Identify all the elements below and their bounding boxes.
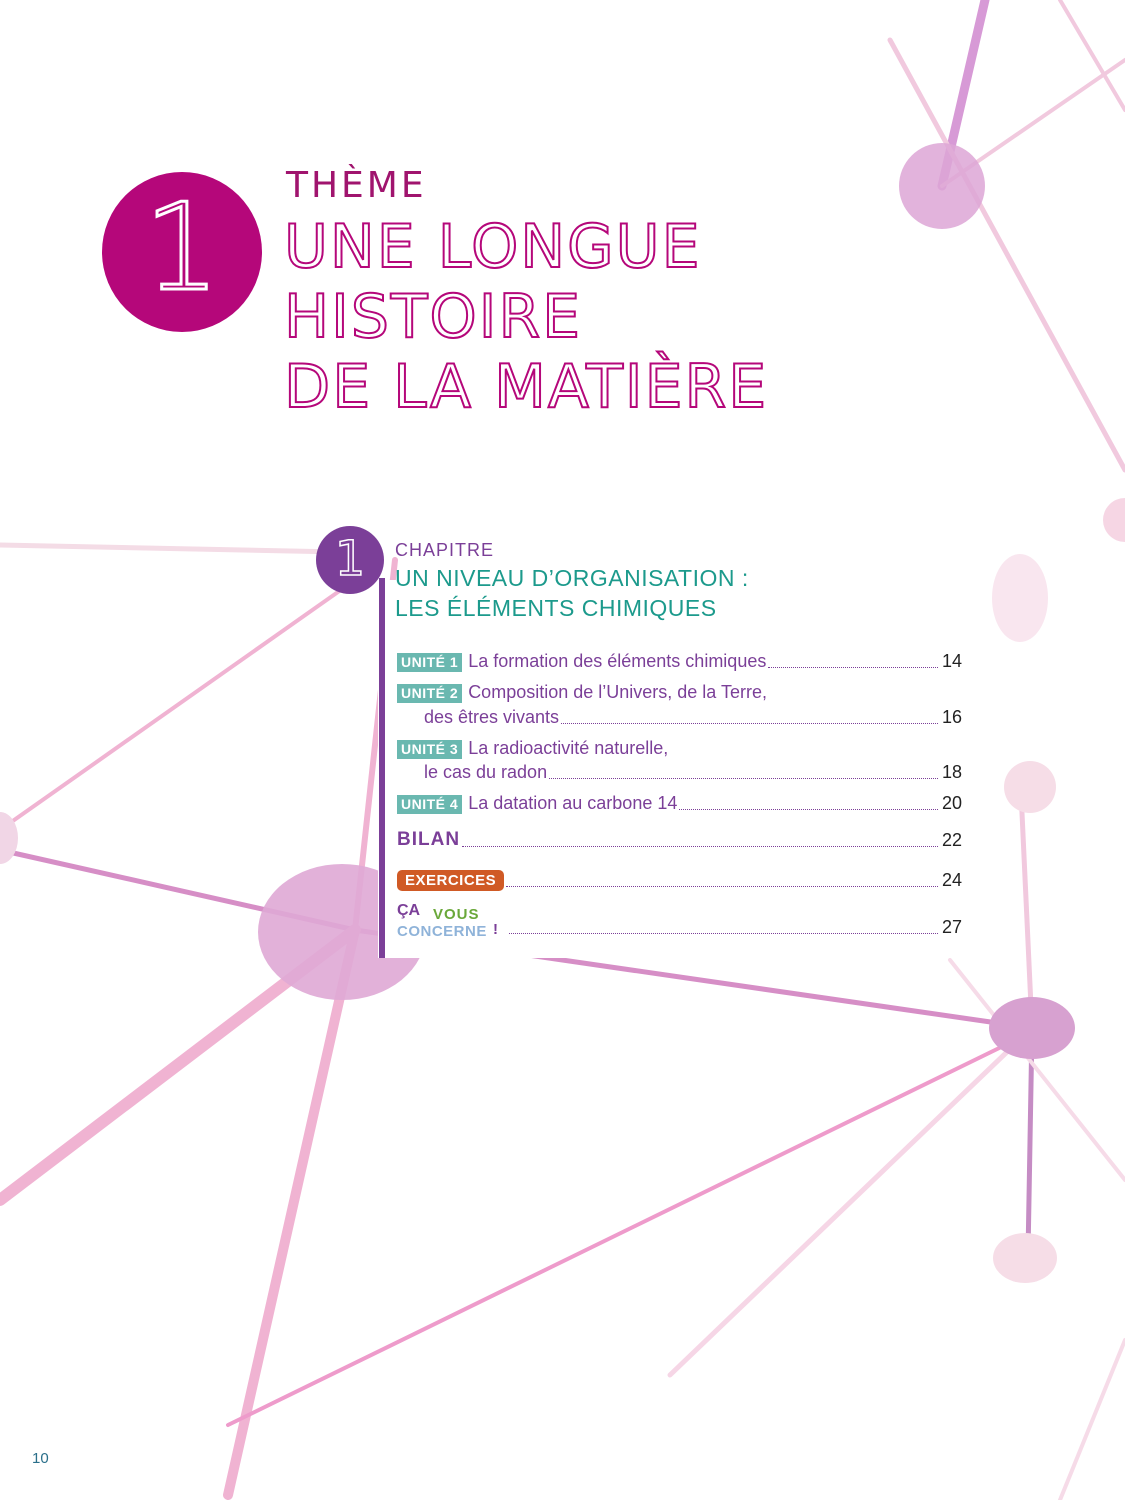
dot-leader bbox=[561, 722, 938, 724]
unit-tag: UNITÉ 4 bbox=[397, 795, 462, 814]
dot-leader bbox=[679, 808, 938, 810]
unit-title: La datation au carbone 14 bbox=[468, 793, 678, 813]
ca-vous-concerne-logo bbox=[397, 902, 507, 942]
unit-tag: UNITÉ 1 bbox=[397, 653, 462, 672]
toc-entry-unit-4[interactable] bbox=[397, 792, 962, 814]
dot-leader bbox=[462, 845, 938, 847]
page-number: 10 bbox=[32, 1450, 49, 1467]
unit-tag: UNITÉ 3 bbox=[397, 740, 462, 759]
chapter-number: 1 bbox=[334, 530, 366, 587]
page-reference: 24 bbox=[941, 870, 962, 890]
logo-exclamation: ! bbox=[493, 921, 498, 938]
theme-label: THÈME bbox=[286, 165, 427, 206]
unit-title: Composition de l’Univers, de la Terre, bbox=[468, 682, 767, 702]
toc-entry-unit-3[interactable] bbox=[397, 737, 962, 783]
chapter-title-line-2: LES ÉLÉMENTS CHIMIQUES bbox=[395, 595, 717, 621]
dot-leader bbox=[549, 777, 938, 779]
chapter-number-badge bbox=[316, 526, 384, 594]
page-reference: 16 bbox=[941, 707, 962, 727]
page-reference: 20 bbox=[941, 793, 962, 813]
dot-leader bbox=[509, 932, 938, 934]
chapter-title bbox=[395, 563, 915, 623]
chapter-label: CHAPITRE bbox=[395, 540, 495, 560]
logo-word-concerne: CONCERNE bbox=[397, 923, 487, 940]
page-reference: 14 bbox=[941, 651, 962, 671]
page-reference: 18 bbox=[941, 762, 962, 782]
unit-tag: UNITÉ 2 bbox=[397, 684, 462, 703]
toc-entry-exercices[interactable] bbox=[397, 869, 962, 891]
dot-leader bbox=[506, 885, 938, 887]
page-reference: 22 bbox=[941, 830, 962, 850]
toc-entry-unit-1[interactable] bbox=[397, 650, 962, 672]
unit-title-continued: le cas du radon bbox=[424, 762, 548, 782]
unit-title: La radioactivité naturelle, bbox=[468, 738, 669, 758]
bilan-label: BILAN bbox=[397, 829, 461, 850]
chapter-accent-bar bbox=[379, 578, 385, 958]
theme-title bbox=[284, 212, 984, 422]
exercices-badge: EXERCICES bbox=[397, 870, 504, 891]
unit-title: La formation des éléments chimiques bbox=[468, 651, 767, 671]
theme-number-badge bbox=[102, 172, 262, 332]
theme-title-line-2: DE LA MATIÈRE bbox=[284, 352, 769, 422]
theme-number: 1 bbox=[143, 179, 221, 318]
page-reference: 27 bbox=[941, 917, 962, 937]
toc-entry-ca-vous-concerne[interactable] bbox=[397, 902, 962, 942]
theme-title-line-1: UNE LONGUE HISTOIRE bbox=[284, 212, 702, 352]
dot-leader bbox=[768, 666, 938, 668]
chapter-title-line-1: UN NIVEAU D’ORGANISATION : bbox=[395, 565, 749, 591]
logo-word-vous: VOUS bbox=[433, 906, 480, 923]
toc-entry-bilan[interactable] bbox=[397, 829, 962, 851]
toc-entry-unit-2[interactable] bbox=[397, 681, 962, 728]
logo-word-ca: ÇA bbox=[397, 902, 421, 919]
unit-title-continued: des êtres vivants bbox=[424, 707, 560, 727]
